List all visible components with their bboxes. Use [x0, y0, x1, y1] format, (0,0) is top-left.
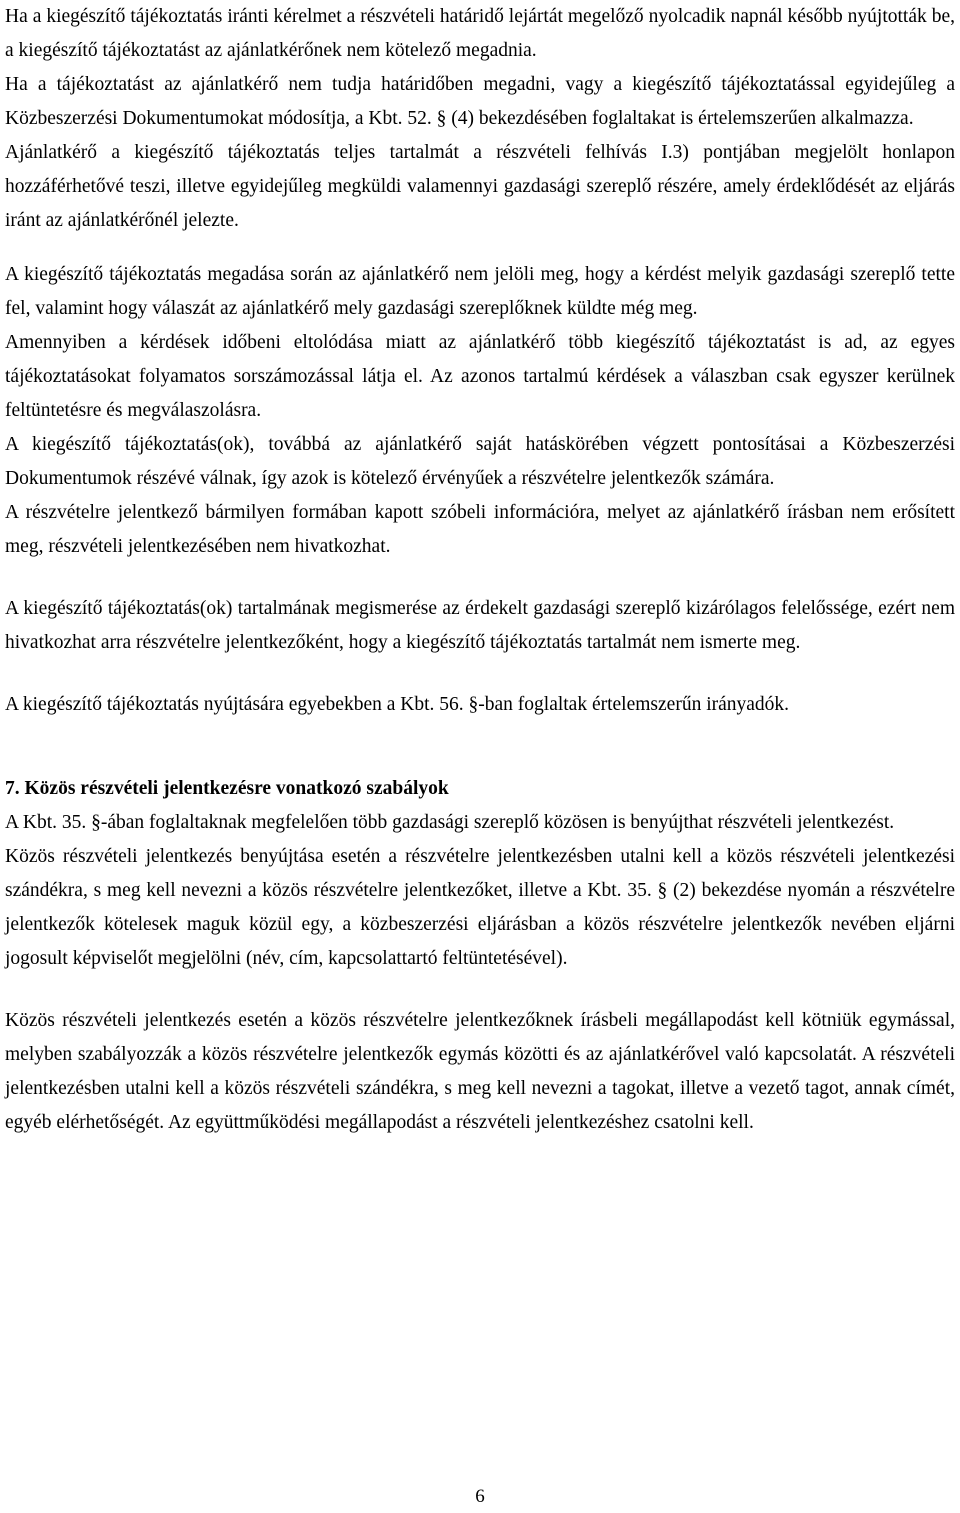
section-7-heading: 7. Közös részvételi jelentkezésre vonatkozó szabályok: [5, 778, 449, 799]
spacer: [5, 722, 955, 772]
paragraph-anonymity: A kiegészítő tájékoztatás megadása során az ajánlatkérő nem jelöli meg, hogy a kérdést melyik gazdasági szereplő tette fel, valamint hogy válaszát az ajánlatkérő mely gazdasági szereplőknek küldte még meg.: [5, 264, 955, 319]
paragraph-binding-effect: A kiegészítő tájékoztatás(ok), továbbá az ajánlatkérő saját hatáskörében végzett pontosításai a Közbeszerzési Dokumentumok részévé válnak, így azok is kötelező érvényűek a részvételre jelentkezők számára.: [5, 434, 955, 489]
paragraph-numbering: Amennyiben a kérdések időbeni eltolódása miatt az ajánlatkérő több kiegészítő tájékoztatást is ad, az egyes tájékoztatásokat folyamatos sorszámozással látja el. Az azonos tartalmú kérdések a válaszban csak egyszer kerülnek feltüntetésre és megválaszolásra.: [5, 332, 955, 421]
spacer: [5, 564, 955, 592]
spacer: [5, 976, 955, 1004]
page-number: 6: [475, 1486, 485, 1507]
paragraph-deadline-modification: Ha a tájékoztatást az ajánlatkérő nem tudja határidőben megadni, vagy a kiegészítő tájékoztatással egyidejűleg a Közbeszerzési Dokumentumokat módosítja, a Kbt. 52. § (4) bekezdésében foglaltakat is értelemszerűen alkalmazza.: [5, 74, 955, 129]
paragraph-deadline-late-request: Ha a kiegészítő tájékoztatás iránti kérelmet a részvételi határidő lejártát megelőző nyolcadik napnál később nyújtották be, a kiegészítő tájékoztatást az ajánlatkérőnek nem kötelező megadnia.: [5, 6, 955, 61]
paragraph-joint-submission: A Kbt. 35. §-ában foglaltaknak megfelelően több gazdasági szereplő közösen is benyújthat részvételi jelentkezést.: [5, 812, 895, 833]
paragraph-joint-agreement: Közös részvételi jelentkezés esetén a közös részvételre jelentkezőknek írásbeli megállapodást kell kötniük egymással, melyben szabályozzák a közös részvételre jelentkezők egymás közötti és az ajánlatkérővel való kapcsolatát. A részvételi jelentkezésben utalni kell a közös részvételi szándékra, s meg kell nevezni a tagokat, illetve a vezető tagot, annak címét, egyéb elérhetőségét. Az együttműködési megállapodást a részvételi jelentkezéshez csatolni kell.: [5, 1010, 955, 1133]
paragraph-kbt-56: A kiegészítő tájékoztatás nyújtására egyebekben a Kbt. 56. §-ban foglaltak értelemszerűn irányadók.: [5, 694, 790, 715]
paragraph-publication: Ajánlatkérő a kiegészítő tájékoztatás teljes tartalmát a részvételi felhívás I.3) pontjában megjelölt honlapon hozzáférhetővé teszi, illetve egyidejűleg megküldi valamennyi gazdasági szereplő részére, amely érdeklődését az eljárás iránt az ajánlatkérőnél jelezte.: [5, 142, 955, 231]
spacer: [5, 660, 955, 688]
paragraph-joint-representative: Közös részvételi jelentkezés benyújtása esetén a részvételre jelentkezésben utalni kell a közös részvételi jelentkezési szándékra, s meg kell nevezni a közös részvételre jelentkezőket, illetve a Kbt. 35. § (2) bekezdése nyomán a részvételre jelentkezők kötelesek maguk közül egy, a közbeszerzési eljárásban a közös részvételre jelentkezők nevében eljárni jogosult képviselőt megjelölni (név, cím, kapcsolattartó feltüntetésével).: [5, 846, 955, 969]
spacer: [5, 238, 955, 258]
paragraph-oral-information: A részvételre jelentkező bármilyen formában kapott szóbeli információra, melyet az ajánlatkérő írásban nem erősített meg, részvételi jelentkezésében nem hivatkozhat.: [5, 502, 955, 557]
paragraph-responsibility: A kiegészítő tájékoztatás(ok) tartalmának megismerése az érdekelt gazdasági szereplő kizárólagos felelőssége, ezért nem hivatkozhat arra részvételre jelentkezőként, hogy a kiegészítő tájékoztatás tartalmát nem ismerte meg.: [5, 598, 955, 653]
